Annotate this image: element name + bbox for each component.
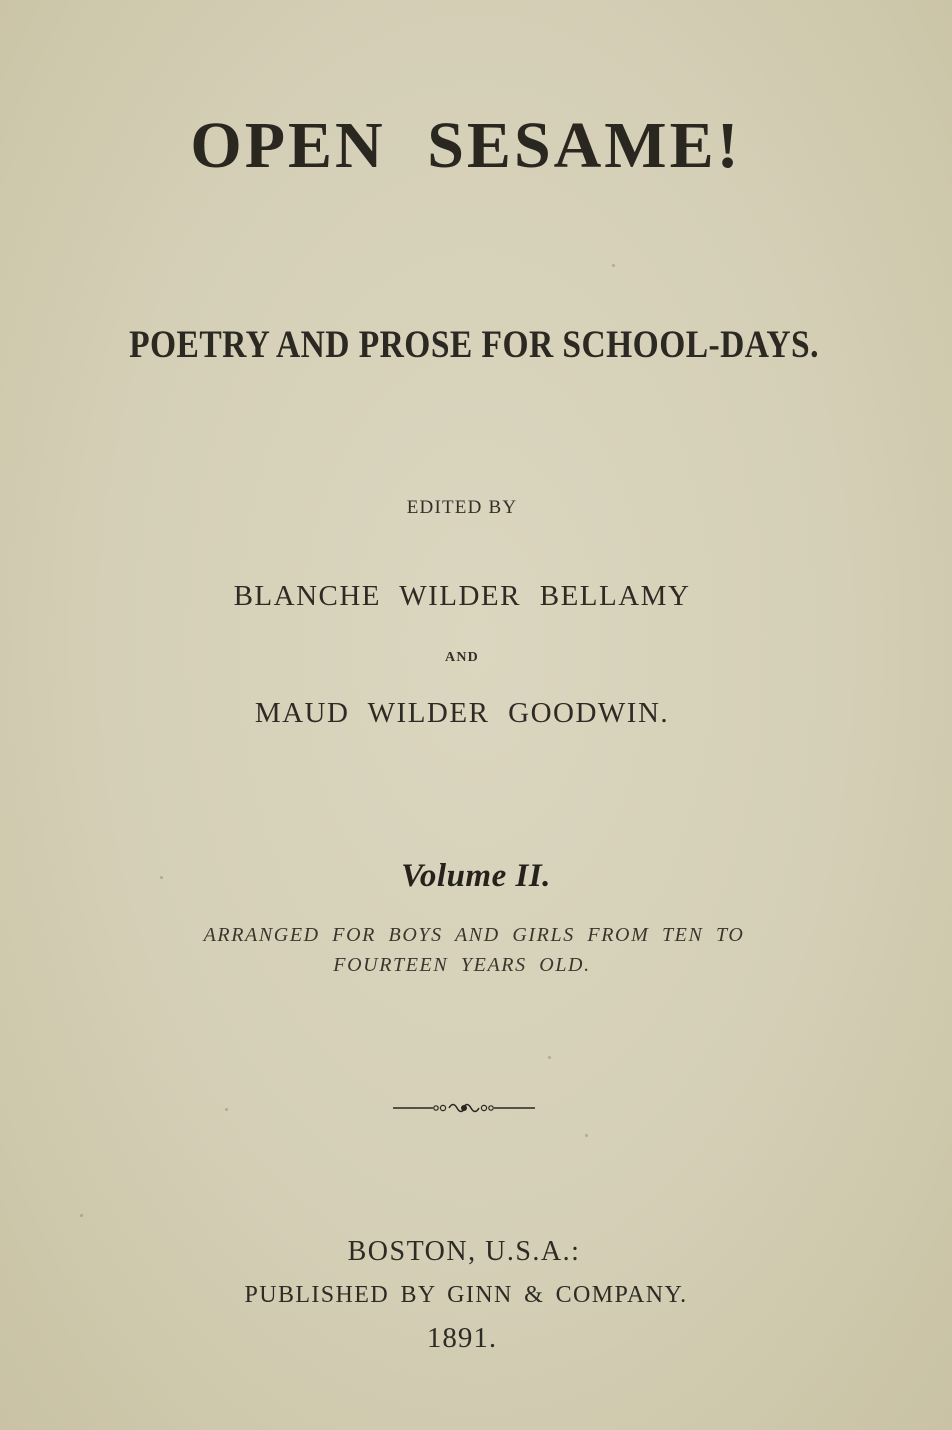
editor-name: BLANCHE WILDER BELLAMY bbox=[233, 580, 691, 612]
paper-speck bbox=[80, 1214, 83, 1217]
audience-note-line: FOURTEEN YEARS OLD. bbox=[333, 954, 591, 976]
book-subtitle: POETRY AND PROSE FOR SCHOOL-DAYS. bbox=[129, 323, 819, 366]
paper-speck bbox=[225, 1108, 228, 1111]
volume-label: Volume II. bbox=[401, 858, 551, 894]
imprint-city: BOSTON, U.S.A.: bbox=[347, 1236, 581, 1267]
ornament-divider-icon bbox=[393, 1097, 535, 1117]
imprint-year: 1891. bbox=[426, 1322, 498, 1354]
imprint-publisher: PUBLISHED BY GINN & COMPANY. bbox=[244, 1282, 688, 1308]
editor-name: MAUD WILDER GOODWIN. bbox=[254, 697, 670, 729]
paper-speck bbox=[585, 1134, 588, 1137]
edited-by-label: EDITED BY bbox=[406, 497, 518, 518]
and-label: AND bbox=[445, 650, 479, 665]
paper-speck bbox=[612, 264, 615, 267]
audience-note-line: ARRANGED FOR BOYS AND GIRLS FROM TEN TO bbox=[203, 924, 745, 946]
paper-speck bbox=[548, 1056, 551, 1059]
book-title: OPEN SESAME! bbox=[190, 109, 742, 182]
